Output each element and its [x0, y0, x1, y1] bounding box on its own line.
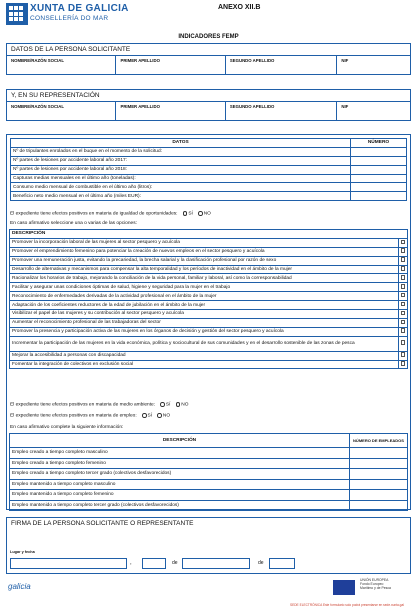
equality-select-text: En caso afirmativo seleccione una o varias de las opciones:: [10, 221, 137, 226]
header: [6, 3, 411, 33]
table-row: [10, 283, 408, 292]
signature-title: FIRMA DE LA PERSONA SOLICITANTE O REPRESENTANTE: [11, 520, 194, 527]
employee-count-input[interactable]: [350, 448, 408, 459]
eu-line-2: Fondo Europeo: [360, 582, 384, 586]
option-label: Adaptación de los coeficientes reductores de la edad de jubilación en el ámbito de la mujer: [10, 301, 399, 310]
applicant-surname2-field[interactable]: SEGUNDO APELLIDO: [226, 56, 337, 74]
applicant-title: DATOS DE LA PERSONA SOLICITANTE: [7, 44, 410, 56]
table-row: [11, 192, 407, 201]
equality-question: El expediente tiene efectos positivos en materia de igualdad de oportunidades:: [10, 211, 178, 217]
option-checkbox[interactable]: [398, 292, 408, 301]
table-row: [11, 165, 407, 174]
galicia-logo: galicia: [8, 582, 31, 591]
table-row: [10, 336, 408, 351]
option-checkbox[interactable]: [398, 283, 408, 292]
employee-count-input[interactable]: [350, 500, 408, 511]
eu-fund-text: [360, 578, 391, 590]
table-row: [10, 469, 408, 480]
option-label: Reconocimiento de enfermedades derivadas de la actividad profesional en el ámbito de la mujer: [10, 292, 399, 301]
table-row: [11, 156, 407, 165]
employment-row-label: Empleo creado a tiempo completo tercer grado (colectivos desfavorecidos): [10, 469, 350, 480]
number-input[interactable]: [351, 174, 407, 183]
representative-title: Y, EN SU REPRESENTACIÓN: [7, 90, 410, 102]
employment-fill-text: En caso afirmativo complete la siguiente información:: [10, 425, 124, 430]
employment-question: El expediente tiene efectos positivos en materia de empleo:: [10, 413, 137, 419]
table-row: [10, 479, 408, 490]
rep-surname1-field[interactable]: PRIMER APELLIDO: [116, 102, 225, 120]
eu-line-3: Marítimo y de Pesca: [360, 586, 391, 590]
data-table: [10, 138, 407, 201]
table-row: [11, 183, 407, 192]
option-label: Visibilizar el papel de las mujeres y su contribución al sector pesquero y acuícola: [10, 310, 399, 319]
environment-yes-radio[interactable]: [160, 402, 165, 407]
table-row: [10, 500, 408, 511]
rep-name-field[interactable]: NOMBRE/RAZÓN SOCIAL: [7, 102, 116, 120]
number-input[interactable]: [351, 192, 407, 201]
de-label-1: de: [172, 560, 178, 566]
employee-count-input[interactable]: [350, 469, 408, 480]
table-row: [11, 147, 407, 156]
number-input[interactable]: [351, 147, 407, 156]
xunta-shield-icon: [6, 3, 28, 25]
employment-no-radio[interactable]: [157, 413, 162, 418]
employment-row-label: Empleo mantenido a tiempo completo tercer grado (colectivos desfavorecidos): [10, 500, 350, 511]
table-row: [10, 360, 408, 369]
employment-row-label: Empleo mantenido a tiempo completo femenino: [10, 490, 350, 501]
representative-section: [6, 89, 411, 121]
option-label: Promover una remuneración justa, evitando la precariedad, la brecha salarial y la clasificación profesional por razón de sexo: [10, 256, 399, 265]
equality-desc-header: DESCRIPCIÓN: [10, 230, 408, 239]
place-date-label: Lugar y fecha: [10, 550, 35, 554]
table-row: [10, 448, 408, 459]
eu-flag-icon: [333, 580, 355, 595]
employment-no-label: NO: [162, 413, 171, 419]
number-input[interactable]: [351, 156, 407, 165]
number-input[interactable]: [351, 165, 407, 174]
logo-dept: CONSELLERÍA DO MAR: [30, 15, 109, 22]
option-checkbox[interactable]: [398, 327, 408, 336]
equality-yes-radio[interactable]: [183, 211, 188, 216]
option-checkbox[interactable]: [398, 351, 408, 360]
option-label: Aumentar el reconocimiento profesional de las trabajadoras del sector: [10, 318, 399, 327]
option-checkbox[interactable]: [398, 310, 408, 319]
option-checkbox[interactable]: [398, 247, 408, 256]
place-input[interactable]: [10, 558, 127, 569]
option-checkbox[interactable]: [398, 360, 408, 369]
option-label: Racionalizar los horarios de trabajo, mejorando la conciliación de la vida personal, familiar y laboral, así como la corresponsabilidad: [10, 274, 399, 283]
data-row-label: Consumo medio mensual de combustible en el último año (litros):: [11, 183, 351, 192]
option-checkbox[interactable]: [398, 256, 408, 265]
rep-surname2-field[interactable]: SEGUNDO APELLIDO: [226, 102, 337, 120]
applicant-name-field[interactable]: NOMBRE/RAZÓN SOCIAL: [7, 56, 116, 74]
data-row-label: Capturas medias mensuales en el último año (toneladas):: [11, 174, 351, 183]
table-row: [10, 327, 408, 336]
number-col-header: NÚMERO: [351, 139, 407, 148]
table-row: [10, 265, 408, 274]
de-label-2: de: [258, 560, 264, 566]
sede-electronica-text: SEDE ELECTRÓNICA Este formulario solo podrá presentarse en sede.xunta.gal: [290, 603, 404, 607]
employment-row-label: Empleo creado a tiempo completo masculino: [10, 448, 350, 459]
option-checkbox[interactable]: [398, 336, 408, 351]
table-row: [10, 318, 408, 327]
environment-no-radio[interactable]: [176, 402, 181, 407]
eu-line-1: UNIÓN EUROPEA: [360, 578, 389, 582]
employee-count-input[interactable]: [350, 479, 408, 490]
option-label: Fomentar la integración de colectivos en exclusión social: [10, 360, 399, 369]
employee-count-input[interactable]: [350, 490, 408, 501]
option-label: Promover la presencia y participación activa de las mujeres en los órganos de decisión y gestión del sector pesquero y acuícola: [10, 327, 399, 336]
table-row: [10, 458, 408, 469]
employment-question-line: [10, 413, 170, 419]
employee-count-input[interactable]: [350, 458, 408, 469]
table-row: [10, 310, 408, 319]
environment-question-line: [10, 402, 189, 408]
equality-options: [9, 229, 408, 369]
option-label: Facilitar y asegurar unas condiciones óptimas de salud, higiene y seguridad para la mujer en el trabajo: [10, 283, 399, 292]
number-input[interactable]: [351, 183, 407, 192]
applicant-section: [6, 43, 411, 75]
logo-name: XUNTA DE GALICIA: [30, 3, 129, 14]
day-input[interactable]: [142, 558, 166, 569]
annex-label: ANEXO XII.B: [218, 4, 261, 11]
page-title: INDICADORES FEMP: [178, 34, 239, 40]
table-row: [10, 256, 408, 265]
employment-table: [9, 433, 408, 511]
data-row-label: Nº partes de lesiones por accidente laboral año 2018:: [11, 165, 351, 174]
environment-no-label: NO: [181, 402, 189, 408]
data-row-label: Beneficio neto medio mensual en el último año (miles EUR):: [11, 192, 351, 201]
option-checkbox[interactable]: [398, 238, 408, 247]
option-label: Desarrollo de alternativas y mecanismos para compensar la alta temporalidad y los períodos de inactividad en el ámbito de la mujer: [10, 265, 399, 274]
employment-num-header: NÚMERO DE EMPLEADOS: [350, 434, 408, 448]
employment-row-label: Empleo creado a tiempo completo femenino: [10, 458, 350, 469]
environment-question: El expediente tiene efectos positivos en materia de medio ambiente:: [10, 402, 156, 408]
option-checkbox[interactable]: [398, 318, 408, 327]
equality-question-line: [10, 211, 211, 217]
option-label: Incrementar la participación de las mujeres en la vida económica, política y sociocultural de sus comunidades y en el desarrollo sostenible de las zonas de pesca: [10, 336, 399, 351]
applicant-surname1-field[interactable]: PRIMER APELLIDO: [116, 56, 225, 74]
data-row-label: Nº de tripulantes enrolados en el buque en el momento de la solicitud:: [11, 147, 351, 156]
applicant-nif-field[interactable]: NIF: [341, 58, 349, 63]
equality-no-radio[interactable]: [198, 211, 203, 216]
environment-yes-label: SÍ: [165, 402, 171, 408]
table-row: [10, 351, 408, 360]
option-label: Mejorar la accesibilidad a personas con discapacidad: [10, 351, 399, 360]
rep-nif-field[interactable]: NIF: [341, 104, 349, 109]
option-label: Promover el emprendimiento femenino para potenciar la creación de nuevos empleos en el sector pesquero y acuícola: [10, 247, 399, 256]
equality-no-label: NO: [203, 211, 211, 217]
option-checkbox[interactable]: [398, 301, 408, 310]
equality-yes-label: SÍ: [188, 211, 193, 217]
table-row: [10, 490, 408, 501]
table-row: [10, 301, 408, 310]
option-checkbox[interactable]: [398, 274, 408, 283]
month-input[interactable]: [182, 558, 250, 569]
data-row-label: Nº partes de lesiones por accidente laboral año 2017:: [11, 156, 351, 165]
data-col-header: DATOS: [11, 139, 351, 148]
table-row: [10, 247, 408, 256]
table-row: [10, 274, 408, 283]
table-row: [10, 292, 408, 301]
option-checkbox[interactable]: [398, 265, 408, 274]
employment-row-label: Empleo mantenido a tiempo completo masculino: [10, 479, 350, 490]
table-row: [11, 174, 407, 183]
option-label: Promover la incorporación laboral de las mujeres al sector pesquero y acuícola: [10, 238, 399, 247]
employment-desc-header: DESCRIPCIÓN: [10, 434, 350, 448]
year-input[interactable]: [269, 558, 295, 569]
table-row: [10, 238, 408, 247]
employment-yes-radio[interactable]: [142, 413, 147, 418]
employment-yes-label: SÍ: [147, 413, 153, 419]
comma-separator: ,: [130, 560, 132, 566]
